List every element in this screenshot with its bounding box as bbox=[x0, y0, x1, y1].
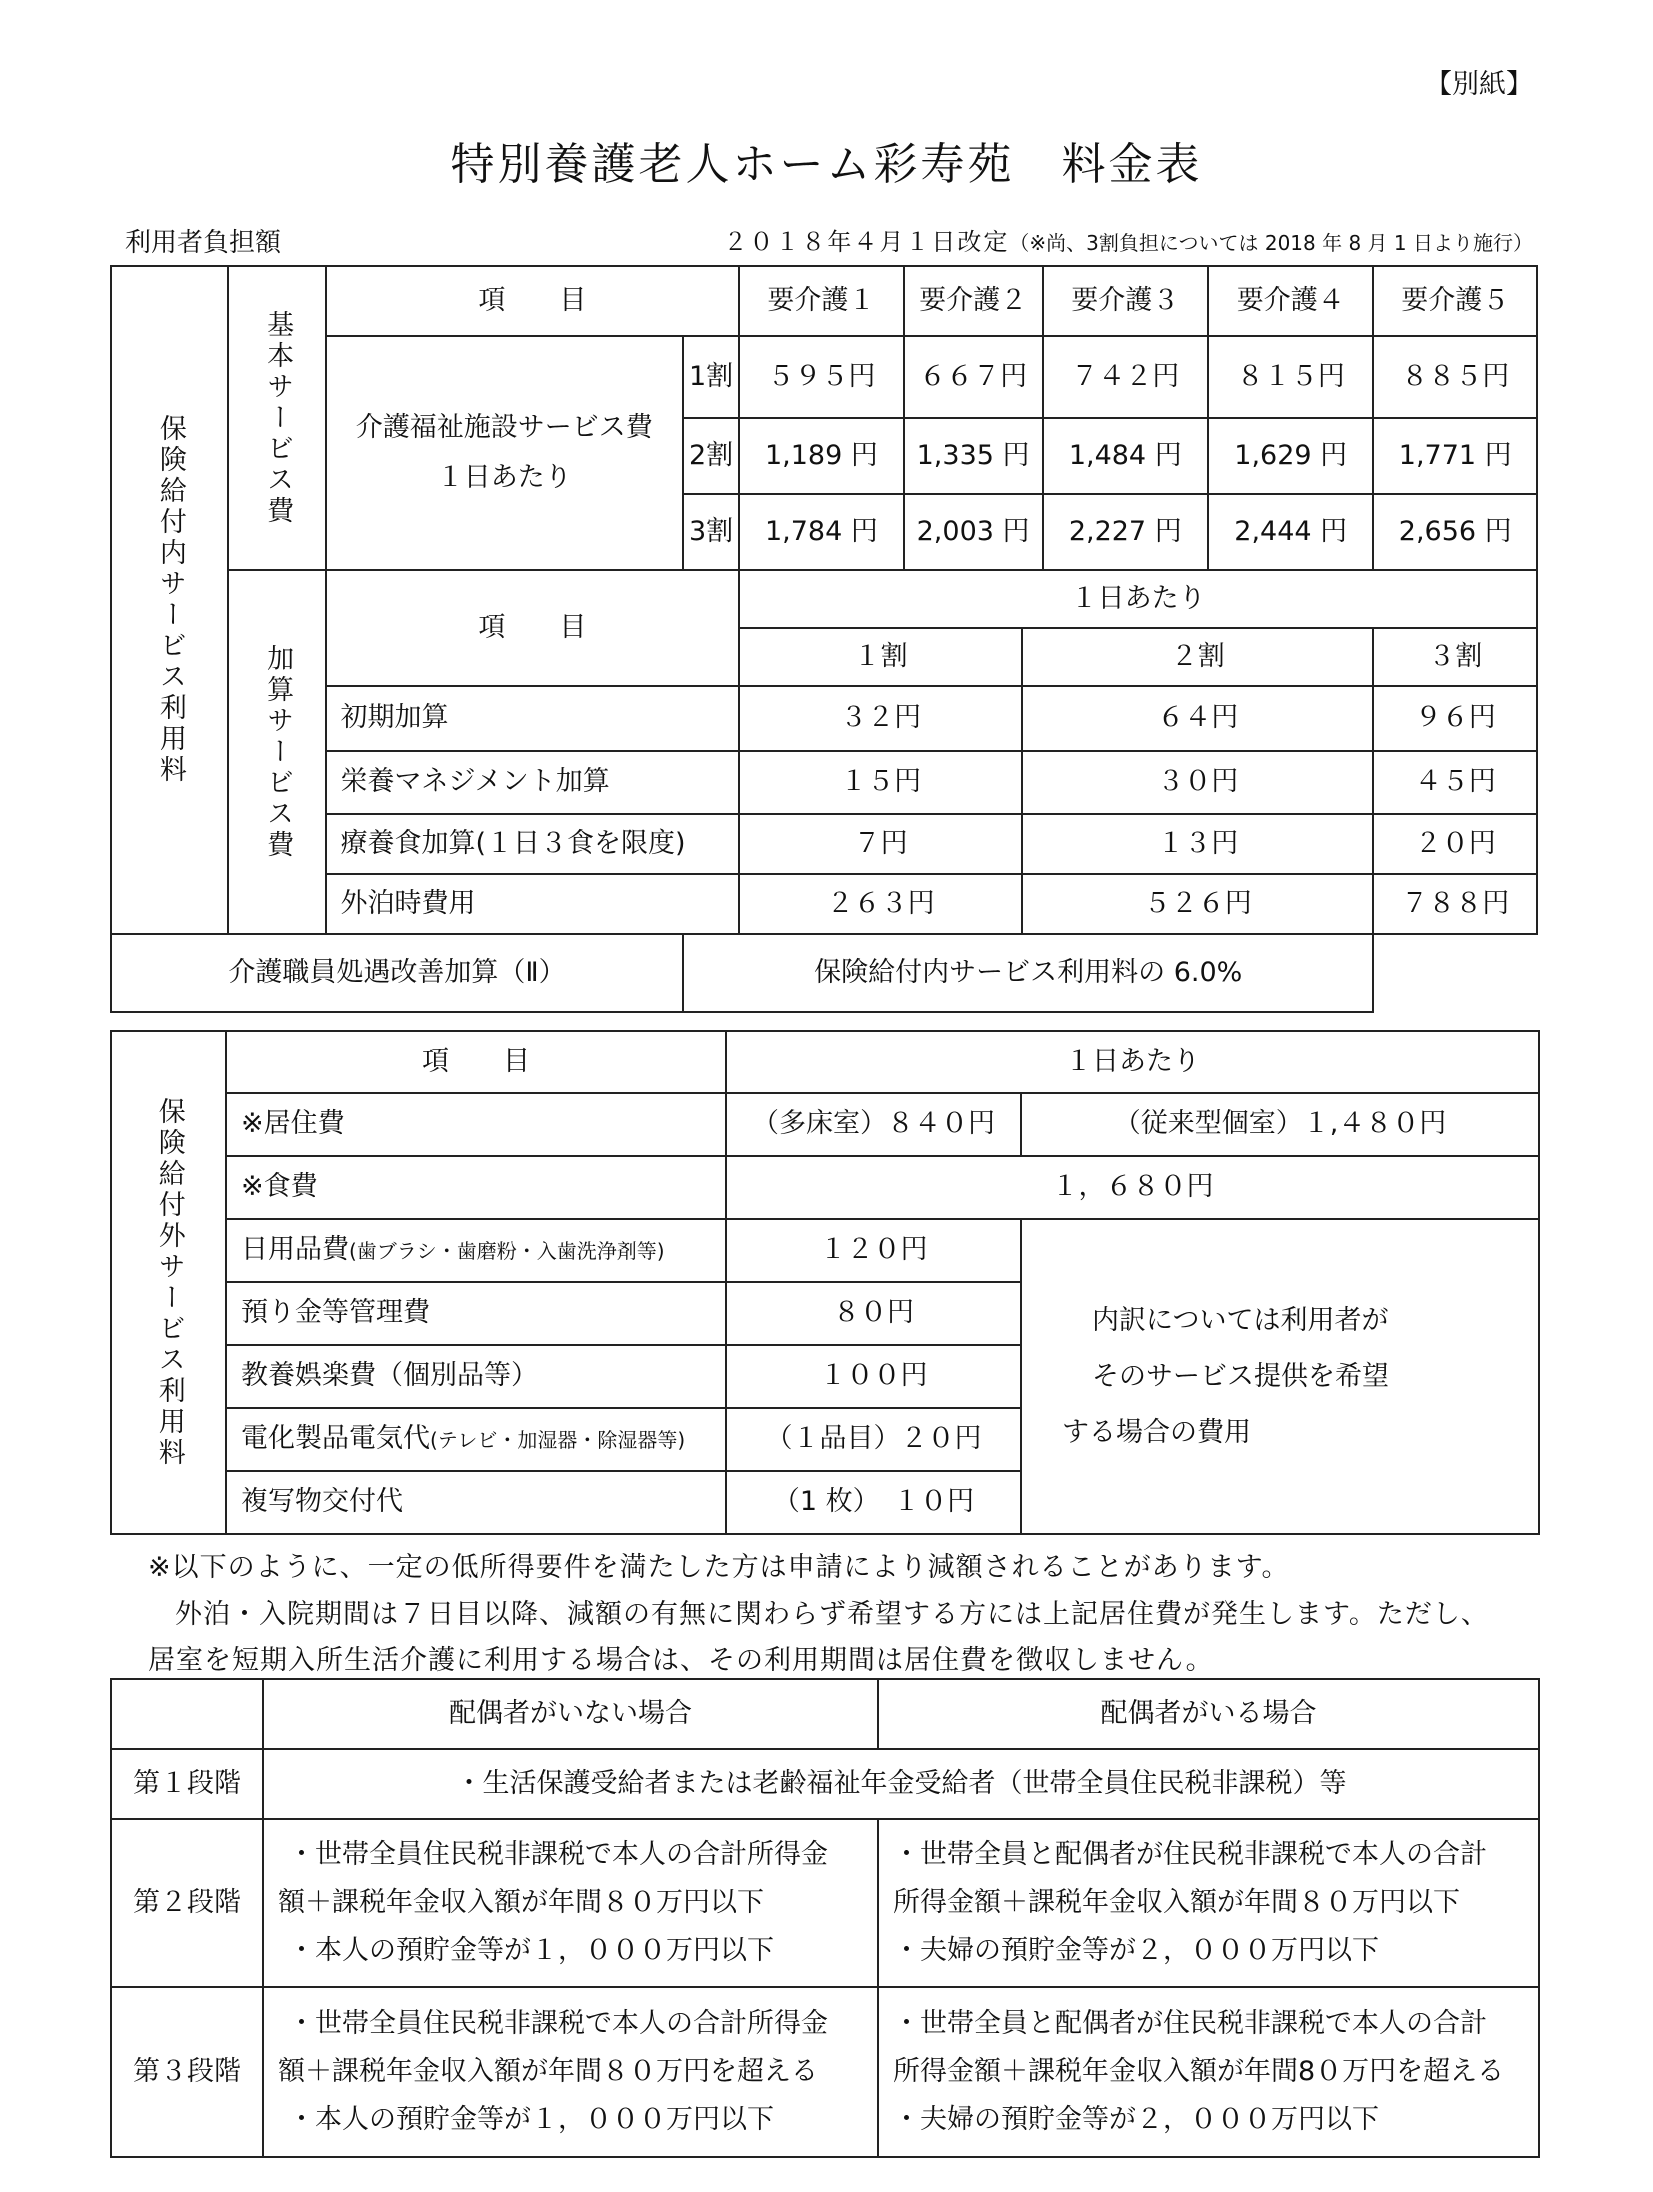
reduction-table bbox=[110, 1678, 1540, 2158]
stage-2-no-spouse: ・世帯全員住民税非課税で本人の合計所得金 額＋課税年金収入額が年間８０万円以下 ・本人の預貯金等が１，０００万円以下 bbox=[263, 1819, 878, 1987]
add-fee-cell: ７８８円 bbox=[1373, 874, 1537, 934]
denka-value: （１品目）２０円 bbox=[726, 1408, 1021, 1471]
nichiyou-name: 日用品費(歯ブラシ・歯磨粉・入歯洗浄剤等) bbox=[226, 1219, 726, 1282]
service-name: 介護福祉施設サービス費 １日あたり bbox=[326, 336, 684, 570]
fee-cell: ５９５円 bbox=[739, 336, 903, 418]
add-fee-cell: ５２６円 bbox=[1022, 874, 1373, 934]
level-head: 要介護１ bbox=[739, 266, 903, 336]
wari-label: 2割 bbox=[683, 418, 739, 494]
group-in-label: 保険給付内サービス利用料 bbox=[111, 266, 228, 934]
stage-1-text: ・生活保護受給者または老齢福祉年金受給者（世帯全員住民税非課税）等 bbox=[263, 1749, 1539, 1819]
fee-cell: ７４２円 bbox=[1043, 336, 1208, 418]
col-no-spouse: 配偶者がいない場合 bbox=[263, 1679, 878, 1749]
wari-head: １割 bbox=[739, 628, 1022, 686]
wari-label: 3割 bbox=[683, 494, 739, 570]
insurance-covered-table bbox=[110, 265, 1538, 1013]
fee-cell: 2,003 円 bbox=[904, 494, 1043, 570]
kaizen-name: 介護職員処遇改善加算（Ⅱ） bbox=[111, 934, 683, 1012]
add-service-label: 加算サービス費 bbox=[228, 570, 325, 934]
subtitle-left: 利用者負担額 bbox=[125, 228, 282, 258]
insurance-excluded-table bbox=[110, 1030, 1540, 1535]
add-fee-cell: ７円 bbox=[739, 814, 1022, 874]
fukusha-value: （1 枚） １０円 bbox=[726, 1471, 1021, 1534]
wari-head: ３割 bbox=[1373, 628, 1537, 686]
add-koumoku-head: 項 目 bbox=[326, 570, 740, 686]
fee-cell: 1,189 円 bbox=[739, 418, 903, 494]
add-fee-cell: １５円 bbox=[739, 751, 1022, 814]
kyouyou-name: 教養娯楽費（個別品等） bbox=[226, 1345, 726, 1408]
azukari-name: 預り金等管理費 bbox=[226, 1282, 726, 1345]
nichiyou-value: １２０円 bbox=[726, 1219, 1021, 1282]
wari-head: ２割 bbox=[1022, 628, 1373, 686]
fee-cell: 2,227 円 bbox=[1043, 494, 1208, 570]
basic-koumoku-head: 項 目 bbox=[326, 266, 740, 336]
out-koumoku-head: 項 目 bbox=[226, 1031, 726, 1093]
stage-1-label: 第１段階 bbox=[111, 1749, 263, 1819]
basic-service-label: 基本サービス費 bbox=[228, 266, 325, 570]
add-fee-cell: ２０円 bbox=[1373, 814, 1537, 874]
fee-cell: ８８５円 bbox=[1373, 336, 1537, 418]
add-fee-cell: ６４円 bbox=[1022, 686, 1373, 751]
fee-cell: ８１５円 bbox=[1208, 336, 1373, 418]
add-fee-cell: ２６３円 bbox=[739, 874, 1022, 934]
revision-date-main: ２０１８年４月１日改定 bbox=[723, 228, 1010, 256]
note-line-3: 居室を短期入所生活介護に利用する場合は、その利用期間は居住費を徴収しません。 bbox=[148, 1645, 1214, 1676]
level-head: 要介護４ bbox=[1208, 266, 1373, 336]
corner-cell bbox=[111, 1679, 263, 1749]
wari-label: 1割 bbox=[683, 336, 739, 418]
group-out-label: 保険給付外サービス利用料 bbox=[111, 1031, 226, 1534]
col-spouse: 配偶者がいる場合 bbox=[878, 1679, 1539, 1749]
fukusha-name: 複写物交付代 bbox=[226, 1471, 726, 1534]
add-fee-cell: ３２円 bbox=[739, 686, 1022, 751]
add-fee-cell: ４５円 bbox=[1373, 751, 1537, 814]
uchiwake-note: 内訳については利用者が そのサービス提供を希望 する場合の費用 bbox=[1021, 1219, 1539, 1534]
add-item-name: 初期加算 bbox=[326, 686, 740, 751]
fee-cell: 1,484 円 bbox=[1043, 418, 1208, 494]
page-title: 特別養護老人ホーム彩寿苑 料金表 bbox=[450, 139, 1203, 190]
fee-cell: 2,656 円 bbox=[1373, 494, 1537, 570]
revision-note: （※尚、3割負担については 2018 年 8 月 1 日より施行） bbox=[1009, 231, 1533, 255]
out-per-day-head: １日あたり bbox=[726, 1031, 1539, 1093]
kyoju-value-a: （多床室）８４０円 bbox=[726, 1093, 1021, 1156]
fee-cell: 1,335 円 bbox=[904, 418, 1043, 494]
fee-cell: ６６７円 bbox=[904, 336, 1043, 418]
fee-cell: 1,771 円 bbox=[1373, 418, 1537, 494]
stage-3-label: 第３段階 bbox=[111, 1987, 263, 2157]
per-day-head: １日あたり bbox=[739, 570, 1537, 628]
kyoju-name: ※居住費 bbox=[226, 1093, 726, 1156]
stage-3-spouse: ・世帯全員と配偶者が住民税非課税で本人の合計 所得金額＋課税年金収入額が年間8０万円を超える ・夫婦の預貯金等が２，０００万円以下 bbox=[878, 1987, 1539, 2157]
kaizen-value: 保険給付内サービス利用料の 6.0% bbox=[683, 934, 1373, 1012]
bekki-label: 【別紙】 bbox=[1425, 69, 1533, 100]
shokuhi-value: １，６８０円 bbox=[726, 1156, 1539, 1219]
add-fee-cell: ９６円 bbox=[1373, 686, 1537, 751]
denka-name: 電化製品電気代(テレビ・加湿器・除湿器等) bbox=[226, 1408, 726, 1471]
azukari-value: ８０円 bbox=[726, 1282, 1021, 1345]
fee-cell: 1,784 円 bbox=[739, 494, 903, 570]
add-fee-cell: １３円 bbox=[1022, 814, 1373, 874]
kyouyou-value: １００円 bbox=[726, 1345, 1021, 1408]
add-item-name: 栄養マネジメント加算 bbox=[326, 751, 740, 814]
level-head: 要介護３ bbox=[1043, 266, 1208, 336]
kyoju-value-b: （従来型個室）１,４８０円 bbox=[1021, 1093, 1539, 1156]
add-item-name: 療養食加算(１日３食を限度) bbox=[326, 814, 740, 874]
revision-date bbox=[723, 222, 1533, 257]
shokuhi-name: ※食費 bbox=[226, 1156, 726, 1219]
add-fee-cell: ３０円 bbox=[1022, 751, 1373, 814]
stage-2-label: 第２段階 bbox=[111, 1819, 263, 1987]
level-head: 要介護５ bbox=[1373, 266, 1537, 336]
note-line-2: 外泊・入院期間は７日目以降、減額の有無に関わらず希望する方には上記居住費が発生します。ただし、 bbox=[175, 1599, 1489, 1630]
add-item-name: 外泊時費用 bbox=[326, 874, 740, 934]
fee-cell: 2,444 円 bbox=[1208, 494, 1373, 570]
fee-cell: 1,629 円 bbox=[1208, 418, 1373, 494]
stage-3-no-spouse: ・世帯全員住民税非課税で本人の合計所得金 額＋課税年金収入額が年間８０万円を超える ・本人の預貯金等が１，０００万円以下 bbox=[263, 1987, 878, 2157]
stage-2-spouse: ・世帯全員と配偶者が住民税非課税で本人の合計 所得金額＋課税年金収入額が年間８０万円以下 ・夫婦の預貯金等が２，０００万円以下 bbox=[878, 1819, 1539, 1987]
note-line-1: ※以下のように、一定の低所得要件を満たした方は申請により減額されることがあります。 bbox=[148, 1552, 1290, 1583]
level-head: 要介護２ bbox=[904, 266, 1043, 336]
